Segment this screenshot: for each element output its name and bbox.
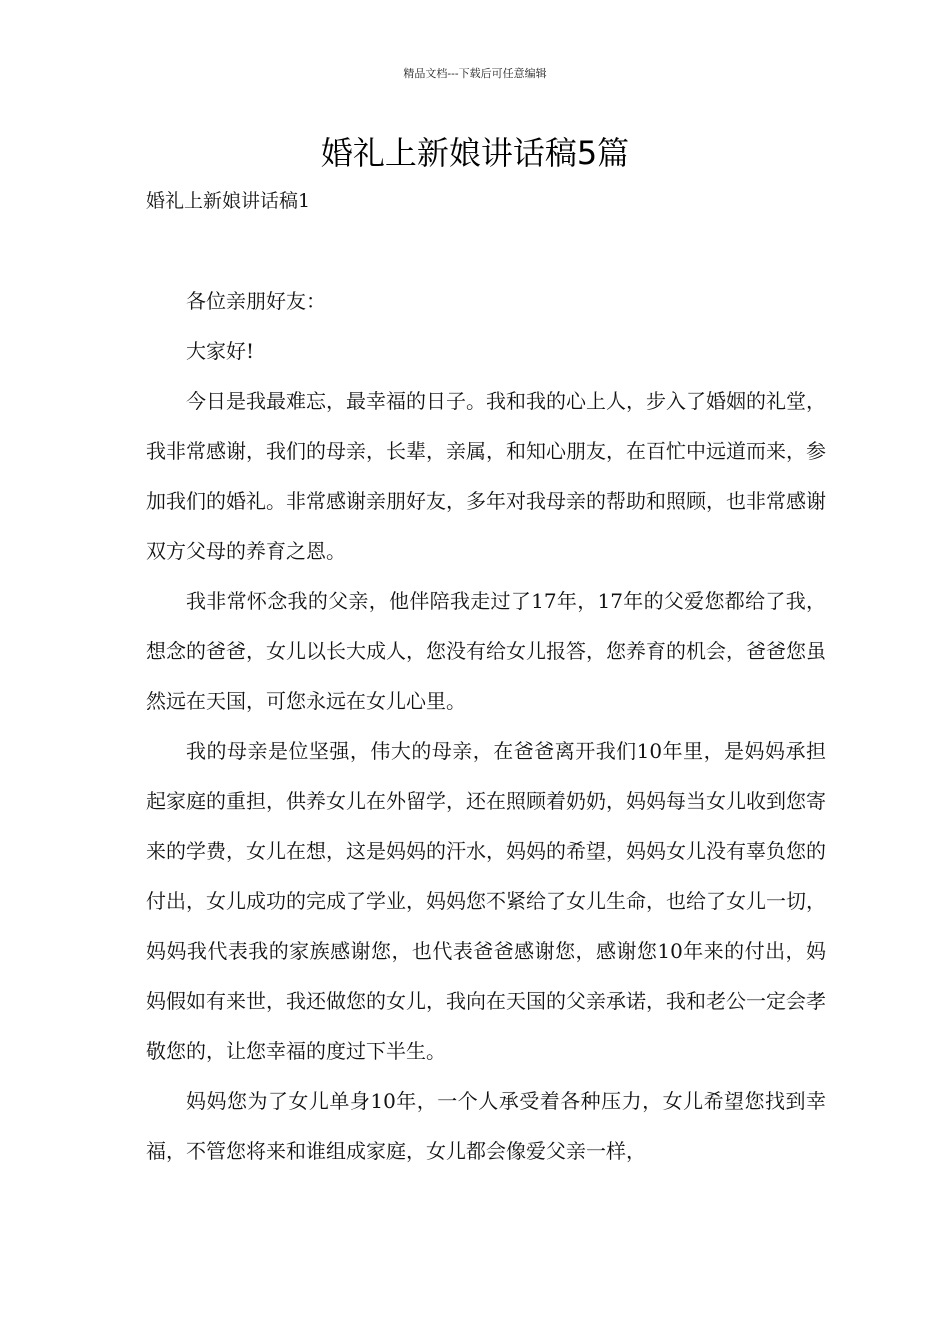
paragraph: 我非常怀念我的父亲，他伴陪我走过了17年，17年的父爱您都给了我，想念的爸爸，女儿以长大成人，您没有给女儿报答，您养育的机会，爸爸您虽然远在天国，可您永远在女儿心里。 [146, 589, 826, 713]
section-subtitle: 婚礼上新娘讲话稿1 [146, 190, 311, 212]
paragraph-hello: 大家好! [186, 339, 255, 363]
document-body [146, 276, 826, 1176]
header-note: 精品文档---下载后可任意编辑 [403, 67, 547, 80]
paragraph-greeting: 各位亲朋好友： [186, 289, 326, 313]
paragraph: 今日是我最难忘，最幸福的日子。我和我的心上人，步入了婚姻的礼堂，我非常感谢，我们的母亲，长辈，亲属，和知心朋友，在百忙中远道而来，参加我们的婚礼。非常感谢亲朋好友，多年对我母亲的帮助和照顾，也非常感谢双方父母的养育之恩。 [146, 389, 826, 563]
paragraph: 妈妈您为了女儿单身10年，一个人承受着各种压力，女儿希望您找到幸福，不管您将来和谁组成家庭，女儿都会像爱父亲一样， [146, 1089, 826, 1163]
document-title: 婚礼上新娘讲话稿5篇 [320, 134, 630, 172]
paragraph: 我的母亲是位坚强，伟大的母亲，在爸爸离开我们10年里，是妈妈承担起家庭的重担，供养女儿在外留学，还在照顾着奶奶，妈妈每当女儿收到您寄来的学费，女儿在想，这是妈妈的汗水，妈妈的希望，妈妈女儿没有辜负您的付出，女儿成功的完成了学业，妈妈您不紧给了女儿生命，也给了女儿一切，妈妈我代表我的家族感谢您，也代表爸爸感谢您，感谢您10年来的付出，妈妈假如有来世，我还做您的女儿，我向在天国的父亲承诺，我和老公一定会孝敬您的，让您幸福的度过下半生。 [146, 739, 826, 1063]
